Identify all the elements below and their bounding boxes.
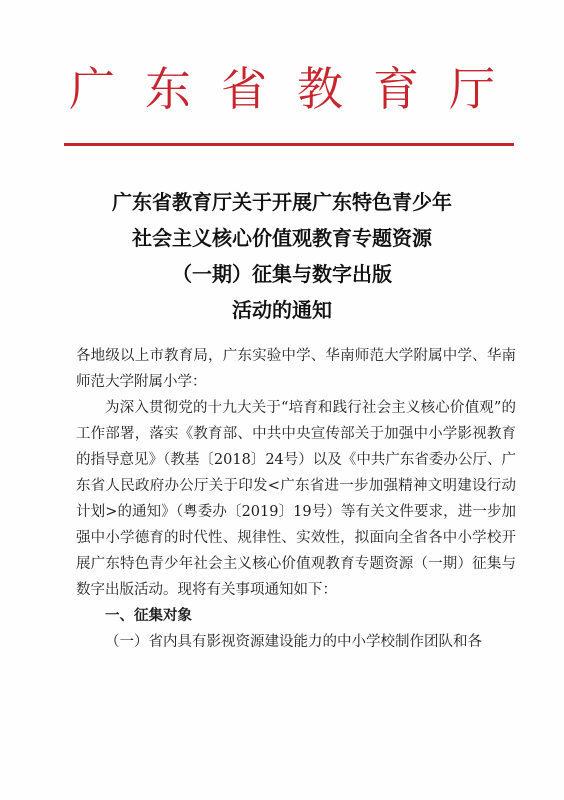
letterhead-org-name: 广东省教育厅 — [69, 62, 525, 116]
letterhead-red-rule — [64, 143, 514, 146]
title-line-1: 广东省教育厅关于开展广东特色青少年 — [112, 190, 452, 214]
title-line-4: 活动的通知 — [232, 298, 332, 322]
section-heading-1: 一、征集对象 — [105, 608, 192, 624]
notice-title — [40, 184, 524, 328]
salutation: 各地级以上市教育局，广东实验中学、华南师范大学附属中学、华南师范大学附属小学： — [76, 348, 516, 390]
notice-body — [76, 343, 516, 655]
title-line-2: 社会主义核心价值观教育专题资源 — [132, 226, 432, 250]
section-1-item-1: （一）省内具有影视资源建设能力的中小学校制作团队和各 — [105, 634, 482, 650]
title-line-3: （一期）征集与数字出版 — [172, 262, 392, 286]
paragraph-intro: 为深入贯彻党的十九大关于“培育和践行社会主义核心价值观”的工作部署，落实《教育部、中共中央宣传部关于加强中小学影视教育的指导意见》（教基〔2018〕24号）以及《中共广东省委办公厅、广东省人民政府办公厅关于印发<广东省进一步加强精神文明建设行动计划>的通知》（粤委办〔2019〕19号）等有关文件要求，进一步加强中小学德育的时代性、规律性、实效性，拟面向全省各中小学校开展广东特色青少年社会主义核心价值观教育专题资源（一期）征集与数字出版活动。现将有关事项通知如下： — [76, 400, 516, 598]
